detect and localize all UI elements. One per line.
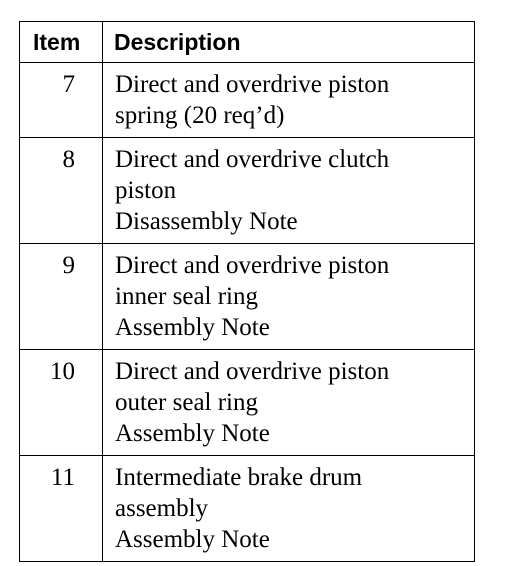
column-header-description: Description bbox=[103, 22, 475, 63]
item-description bbox=[103, 350, 475, 456]
description-note: Disassembly Note bbox=[115, 208, 298, 235]
item-number: 8 bbox=[20, 138, 103, 244]
item-number: 10 bbox=[20, 350, 103, 456]
item-number: 11 bbox=[20, 456, 103, 562]
description-line: inner seal ring bbox=[115, 283, 259, 310]
column-header-item: Item bbox=[20, 22, 103, 63]
description-line: Direct and overdrive piston bbox=[115, 71, 390, 98]
description-note: Assembly Note bbox=[115, 420, 270, 447]
description-line: piston bbox=[115, 177, 177, 204]
item-number: 9 bbox=[20, 244, 103, 350]
description-line: assembly bbox=[115, 495, 209, 522]
description-line: spring (20 req’d) bbox=[115, 102, 285, 129]
description-line: outer seal ring bbox=[115, 389, 259, 416]
table-row bbox=[20, 138, 475, 244]
description-note: Assembly Note bbox=[115, 526, 270, 553]
item-number: 7 bbox=[20, 63, 103, 138]
description-note: Assembly Note bbox=[115, 314, 270, 341]
description-line: Intermediate brake drum bbox=[115, 464, 363, 491]
header-row bbox=[20, 22, 475, 63]
table-row bbox=[20, 244, 475, 350]
item-description bbox=[103, 456, 475, 562]
item-description bbox=[103, 63, 475, 138]
description-line: Direct and overdrive piston bbox=[115, 252, 390, 279]
table-row bbox=[20, 63, 475, 138]
table-row bbox=[20, 456, 475, 562]
item-description bbox=[103, 244, 475, 350]
table-row bbox=[20, 350, 475, 456]
item-description bbox=[103, 138, 475, 244]
description-line: Direct and overdrive piston bbox=[115, 358, 390, 385]
description-line: Direct and overdrive clutch bbox=[115, 146, 390, 173]
parts-table bbox=[19, 21, 475, 562]
